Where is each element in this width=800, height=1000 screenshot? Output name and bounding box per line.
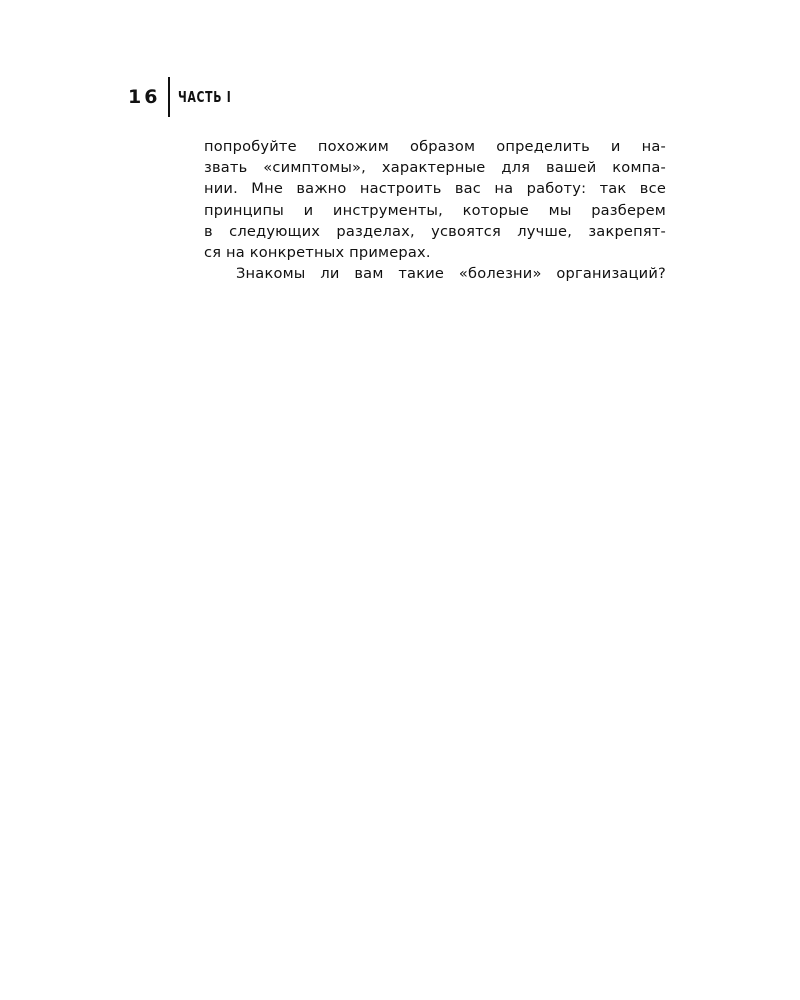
text-line: ся на конкретных примерах. — [204, 244, 431, 262]
text-line: звать «симптомы», характерные для вашей компа- — [204, 159, 666, 177]
text-line: в следующих разделах, усвоятся лучше, закрепят- — [204, 222, 666, 240]
text-line: нии. Мне важно настроить вас на работу: так все — [204, 180, 666, 198]
text-line: попробуйте похожим образом определить и на- — [204, 138, 666, 155]
part-label: ЧАСТЬ I — [178, 87, 232, 106]
page-number: 16 — [128, 85, 161, 108]
text-line: Знакомы ли вам такие «болезни» организаций? — [236, 265, 666, 283]
running-header — [128, 77, 253, 117]
body-text — [204, 136, 666, 284]
header-divider — [168, 77, 170, 117]
text-line: принципы и инструменты, которые мы разберем — [204, 201, 666, 219]
